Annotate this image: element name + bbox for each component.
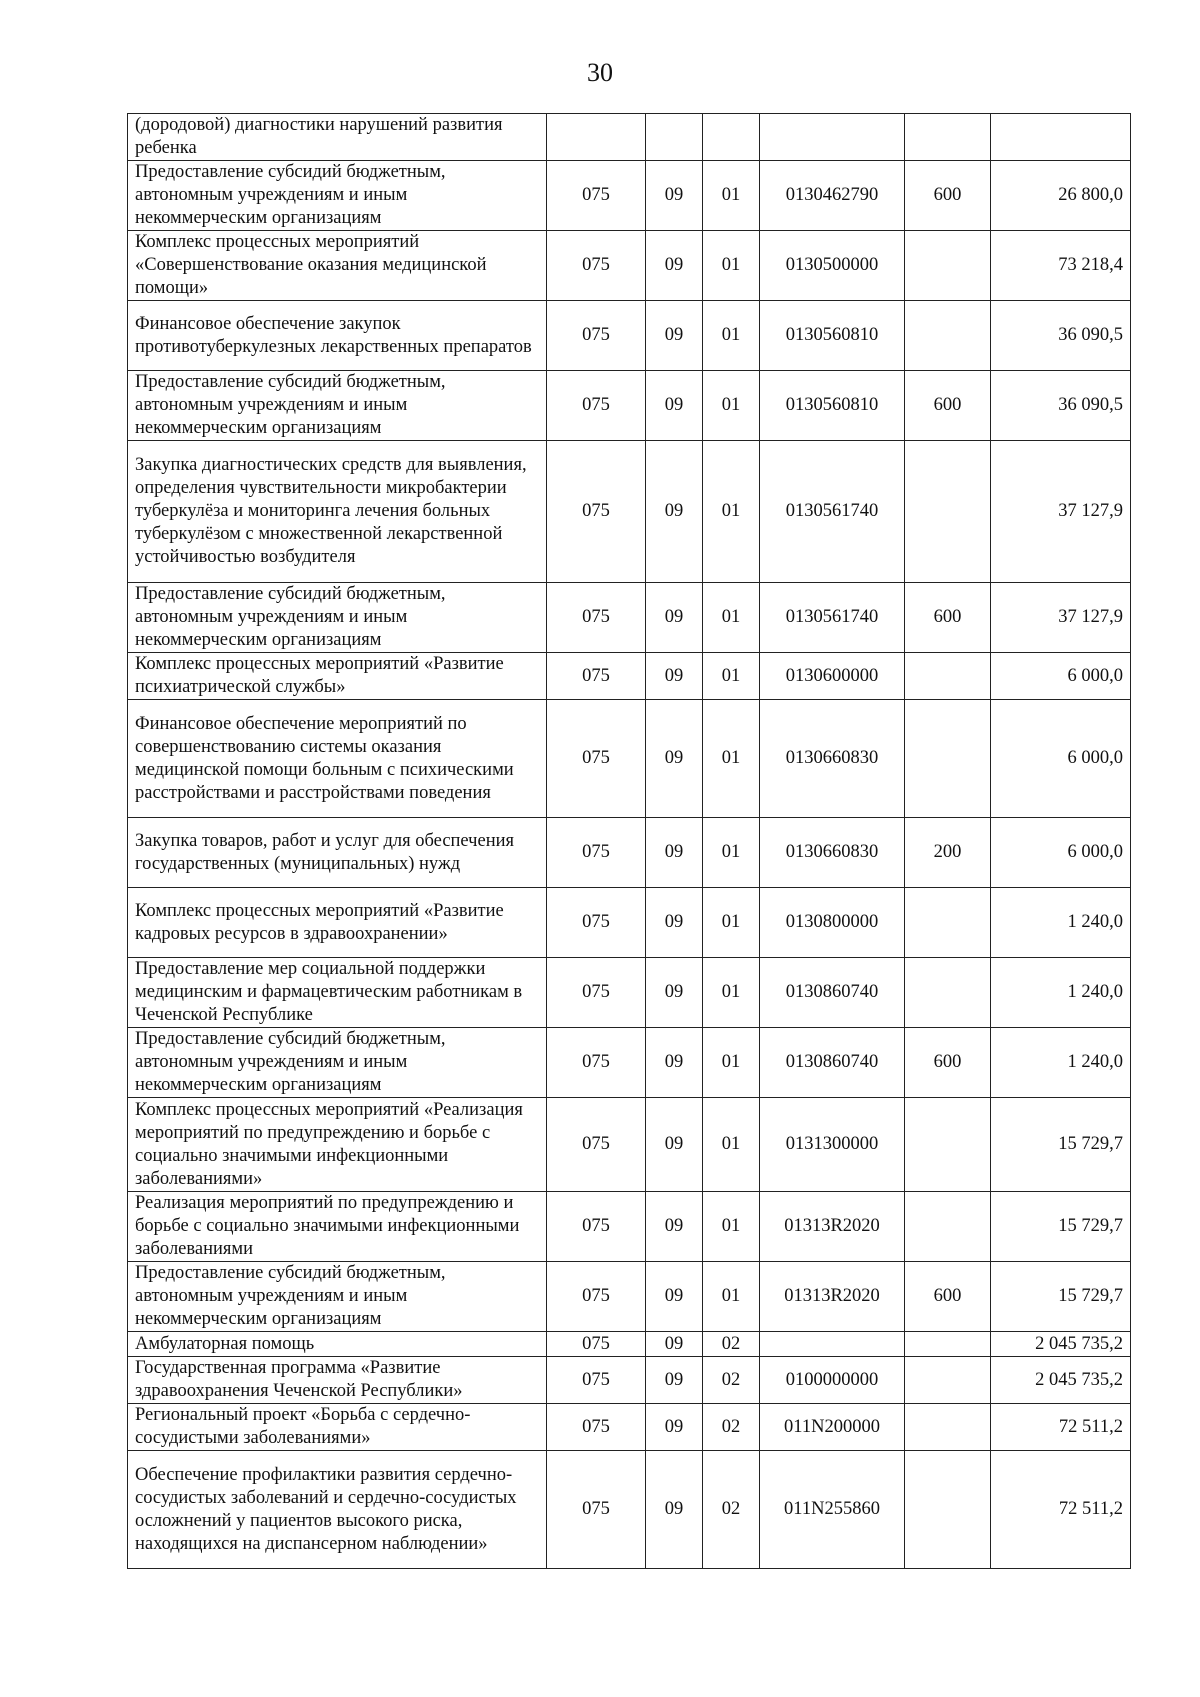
row-name: Предоставление субсидий бюджетным, автономным учреждениям и иным некоммерческим организациям — [128, 583, 547, 653]
table-row — [128, 653, 1131, 700]
row-grbs-code: 075 — [547, 1404, 646, 1451]
row-expense-type-code: 600 — [905, 1028, 991, 1098]
row-target-item-code: 0130561740 — [760, 441, 905, 583]
row-amount: 36 090,5 — [991, 301, 1131, 371]
row-expense-type-code — [905, 231, 991, 301]
row-subsection-code: 01 — [703, 888, 760, 958]
table-row — [128, 700, 1131, 818]
row-target-item-code: 0130860740 — [760, 958, 905, 1028]
row-target-item-code: 0130500000 — [760, 231, 905, 301]
row-name: Предоставление мер социальной поддержки медицинским и фармацевтическим работникам в Чеченской Республике — [128, 958, 547, 1028]
row-target-item-code: 0130860740 — [760, 1028, 905, 1098]
row-section-code: 09 — [646, 1357, 703, 1404]
row-expense-type-code: 200 — [905, 818, 991, 888]
row-expense-type-code — [905, 700, 991, 818]
row-grbs-code: 075 — [547, 231, 646, 301]
row-grbs-code: 075 — [547, 583, 646, 653]
row-subsection-code — [703, 114, 760, 161]
row-target-item-code: 0130660830 — [760, 700, 905, 818]
row-name: Комплекс процессных мероприятий «Развитие психиатрической службы» — [128, 653, 547, 700]
row-target-item-code — [760, 114, 905, 161]
row-expense-type-code — [905, 1332, 991, 1357]
row-amount: 15 729,7 — [991, 1192, 1131, 1262]
row-target-item-code: 0130660830 — [760, 818, 905, 888]
row-subsection-code: 01 — [703, 301, 760, 371]
table-row — [128, 888, 1131, 958]
row-amount — [991, 114, 1131, 161]
row-grbs-code: 075 — [547, 1262, 646, 1332]
row-subsection-code: 01 — [703, 1262, 760, 1332]
row-subsection-code: 02 — [703, 1332, 760, 1357]
row-grbs-code: 075 — [547, 1451, 646, 1569]
row-target-item-code: 011N200000 — [760, 1404, 905, 1451]
row-amount: 2 045 735,2 — [991, 1357, 1131, 1404]
table-row — [128, 818, 1131, 888]
row-amount: 36 090,5 — [991, 371, 1131, 441]
row-target-item-code: 0130561740 — [760, 583, 905, 653]
row-expense-type-code — [905, 1192, 991, 1262]
row-amount: 1 240,0 — [991, 958, 1131, 1028]
row-amount: 15 729,7 — [991, 1098, 1131, 1192]
row-expense-type-code — [905, 1404, 991, 1451]
row-name: (дородовой) диагностики нарушений развития ребенка — [128, 114, 547, 161]
row-amount: 1 240,0 — [991, 1028, 1131, 1098]
row-grbs-code: 075 — [547, 818, 646, 888]
table-row — [128, 583, 1131, 653]
row-grbs-code: 075 — [547, 1098, 646, 1192]
row-amount: 2 045 735,2 — [991, 1332, 1131, 1357]
table-row — [128, 1028, 1131, 1098]
row-grbs-code: 075 — [547, 441, 646, 583]
row-expense-type-code — [905, 888, 991, 958]
table-row — [128, 114, 1131, 161]
row-target-item-code: 0130600000 — [760, 653, 905, 700]
row-target-item-code: 011N255860 — [760, 1451, 905, 1569]
row-subsection-code: 01 — [703, 700, 760, 818]
row-name: Амбулаторная помощь — [128, 1332, 547, 1357]
table-row — [128, 1404, 1131, 1451]
row-subsection-code: 02 — [703, 1357, 760, 1404]
row-name: Предоставление субсидий бюджетным, автономным учреждениям и иным некоммерческим организациям — [128, 371, 547, 441]
page-number: 30 — [587, 58, 613, 87]
table-row — [128, 231, 1131, 301]
row-grbs-code: 075 — [547, 1332, 646, 1357]
row-subsection-code: 01 — [703, 1028, 760, 1098]
row-expense-type-code — [905, 653, 991, 700]
row-subsection-code: 01 — [703, 958, 760, 1028]
row-amount: 6 000,0 — [991, 700, 1131, 818]
table-row — [128, 371, 1131, 441]
row-expense-type-code — [905, 301, 991, 371]
row-amount: 6 000,0 — [991, 818, 1131, 888]
row-amount: 72 511,2 — [991, 1451, 1131, 1569]
row-section-code: 09 — [646, 1028, 703, 1098]
row-section-code: 09 — [646, 1262, 703, 1332]
row-name: Комплекс процессных мероприятий «Реализация мероприятий по предупреждению и борьбе с социально значимыми инфекционными заболеваниями» — [128, 1098, 547, 1192]
row-amount: 15 729,7 — [991, 1262, 1131, 1332]
row-expense-type-code — [905, 1098, 991, 1192]
row-section-code: 09 — [646, 231, 703, 301]
table-row — [128, 301, 1131, 371]
row-section-code: 09 — [646, 1098, 703, 1192]
row-section-code: 09 — [646, 818, 703, 888]
row-name: Предоставление субсидий бюджетным, автономным учреждениям и иным некоммерческим организациям — [128, 1028, 547, 1098]
row-name: Региональный проект «Борьба с сердечно-сосудистыми заболеваниями» — [128, 1404, 547, 1451]
row-subsection-code: 01 — [703, 653, 760, 700]
row-grbs-code — [547, 114, 646, 161]
row-subsection-code: 01 — [703, 1098, 760, 1192]
row-section-code: 09 — [646, 441, 703, 583]
row-grbs-code: 075 — [547, 1028, 646, 1098]
row-target-item-code: 0130800000 — [760, 888, 905, 958]
budget-table — [127, 113, 1131, 1569]
table-row — [128, 1332, 1131, 1357]
row-amount: 37 127,9 — [991, 583, 1131, 653]
row-name: Предоставление субсидий бюджетным, автономным учреждениям и иным некоммерческим организациям — [128, 1262, 547, 1332]
table-row — [128, 1357, 1131, 1404]
table-row — [128, 1098, 1131, 1192]
row-section-code: 09 — [646, 371, 703, 441]
table-row — [128, 958, 1131, 1028]
row-grbs-code: 075 — [547, 161, 646, 231]
row-name: Обеспечение профилактики развития сердечно-сосудистых заболеваний и сердечно-сосудистых осложнений у пациентов высокого риска, находящихся на диспансерном наблюдении» — [128, 1451, 547, 1569]
row-subsection-code: 01 — [703, 1192, 760, 1262]
row-grbs-code: 075 — [547, 1357, 646, 1404]
row-name: Закупка диагностических средств для выявления, определения чувствительности микробактерии туберкулёза и мониторинга лечения больных туберкулёзом с множественной лекарственной устойчивостью возбудителя — [128, 441, 547, 583]
row-grbs-code: 075 — [547, 653, 646, 700]
row-subsection-code: 01 — [703, 231, 760, 301]
row-grbs-code: 075 — [547, 371, 646, 441]
row-section-code: 09 — [646, 700, 703, 818]
row-name: Реализация мероприятий по предупреждению и борьбе с социально значимыми инфекционными заболеваниями — [128, 1192, 547, 1262]
row-name: Государственная программа «Развитие здравоохранения Чеченской Республики» — [128, 1357, 547, 1404]
row-section-code: 09 — [646, 1451, 703, 1569]
row-section-code — [646, 114, 703, 161]
row-grbs-code: 075 — [547, 700, 646, 818]
row-section-code: 09 — [646, 161, 703, 231]
table-row — [128, 161, 1131, 231]
row-expense-type-code — [905, 958, 991, 1028]
row-section-code: 09 — [646, 301, 703, 371]
row-target-item-code: 01313R2020 — [760, 1262, 905, 1332]
row-target-item-code — [760, 1332, 905, 1357]
row-amount: 1 240,0 — [991, 888, 1131, 958]
row-name: Закупка товаров, работ и услуг для обеспечения государственных (муниципальных) нужд — [128, 818, 547, 888]
row-section-code: 09 — [646, 653, 703, 700]
table-row — [128, 441, 1131, 583]
row-subsection-code: 01 — [703, 583, 760, 653]
row-target-item-code: 01313R2020 — [760, 1192, 905, 1262]
row-section-code: 09 — [646, 1404, 703, 1451]
row-name: Финансовое обеспечение мероприятий по совершенствованию системы оказания медицинской помощи больным с психическими расстройствами и расстройствами поведения — [128, 700, 547, 818]
table-row — [128, 1262, 1131, 1332]
table-body — [128, 114, 1131, 1569]
row-section-code: 09 — [646, 583, 703, 653]
row-amount: 73 218,4 — [991, 231, 1131, 301]
row-expense-type-code: 600 — [905, 1262, 991, 1332]
row-amount: 26 800,0 — [991, 161, 1131, 231]
row-grbs-code: 075 — [547, 1192, 646, 1262]
row-section-code: 09 — [646, 888, 703, 958]
row-amount: 37 127,9 — [991, 441, 1131, 583]
row-expense-type-code: 600 — [905, 371, 991, 441]
row-grbs-code: 075 — [547, 301, 646, 371]
row-target-item-code: 0130560810 — [760, 371, 905, 441]
row-grbs-code: 075 — [547, 958, 646, 1028]
row-section-code: 09 — [646, 958, 703, 1028]
row-expense-type-code: 600 — [905, 161, 991, 231]
row-section-code: 09 — [646, 1192, 703, 1262]
row-name: Предоставление субсидий бюджетным, автономным учреждениям и иным некоммерческим организациям — [128, 161, 547, 231]
row-name: Комплекс процессных мероприятий «Развитие кадровых ресурсов в здравоохранении» — [128, 888, 547, 958]
row-subsection-code: 01 — [703, 441, 760, 583]
row-subsection-code: 02 — [703, 1404, 760, 1451]
table-row — [128, 1192, 1131, 1262]
table-row — [128, 1451, 1131, 1569]
row-expense-type-code — [905, 114, 991, 161]
row-target-item-code: 0130462790 — [760, 161, 905, 231]
row-subsection-code: 02 — [703, 1451, 760, 1569]
row-expense-type-code — [905, 1357, 991, 1404]
row-target-item-code: 0131300000 — [760, 1098, 905, 1192]
row-subsection-code: 01 — [703, 818, 760, 888]
row-amount: 6 000,0 — [991, 653, 1131, 700]
row-target-item-code: 0100000000 — [760, 1357, 905, 1404]
row-target-item-code: 0130560810 — [760, 301, 905, 371]
row-name: Финансовое обеспечение закупок противотуберкулезных лекарственных препаратов — [128, 301, 547, 371]
row-name: Комплекс процессных мероприятий «Совершенствование оказания медицинской помощи» — [128, 231, 547, 301]
row-subsection-code: 01 — [703, 371, 760, 441]
row-grbs-code: 075 — [547, 888, 646, 958]
row-expense-type-code: 600 — [905, 583, 991, 653]
row-expense-type-code — [905, 1451, 991, 1569]
row-section-code: 09 — [646, 1332, 703, 1357]
row-expense-type-code — [905, 441, 991, 583]
row-subsection-code: 01 — [703, 161, 760, 231]
row-amount: 72 511,2 — [991, 1404, 1131, 1451]
